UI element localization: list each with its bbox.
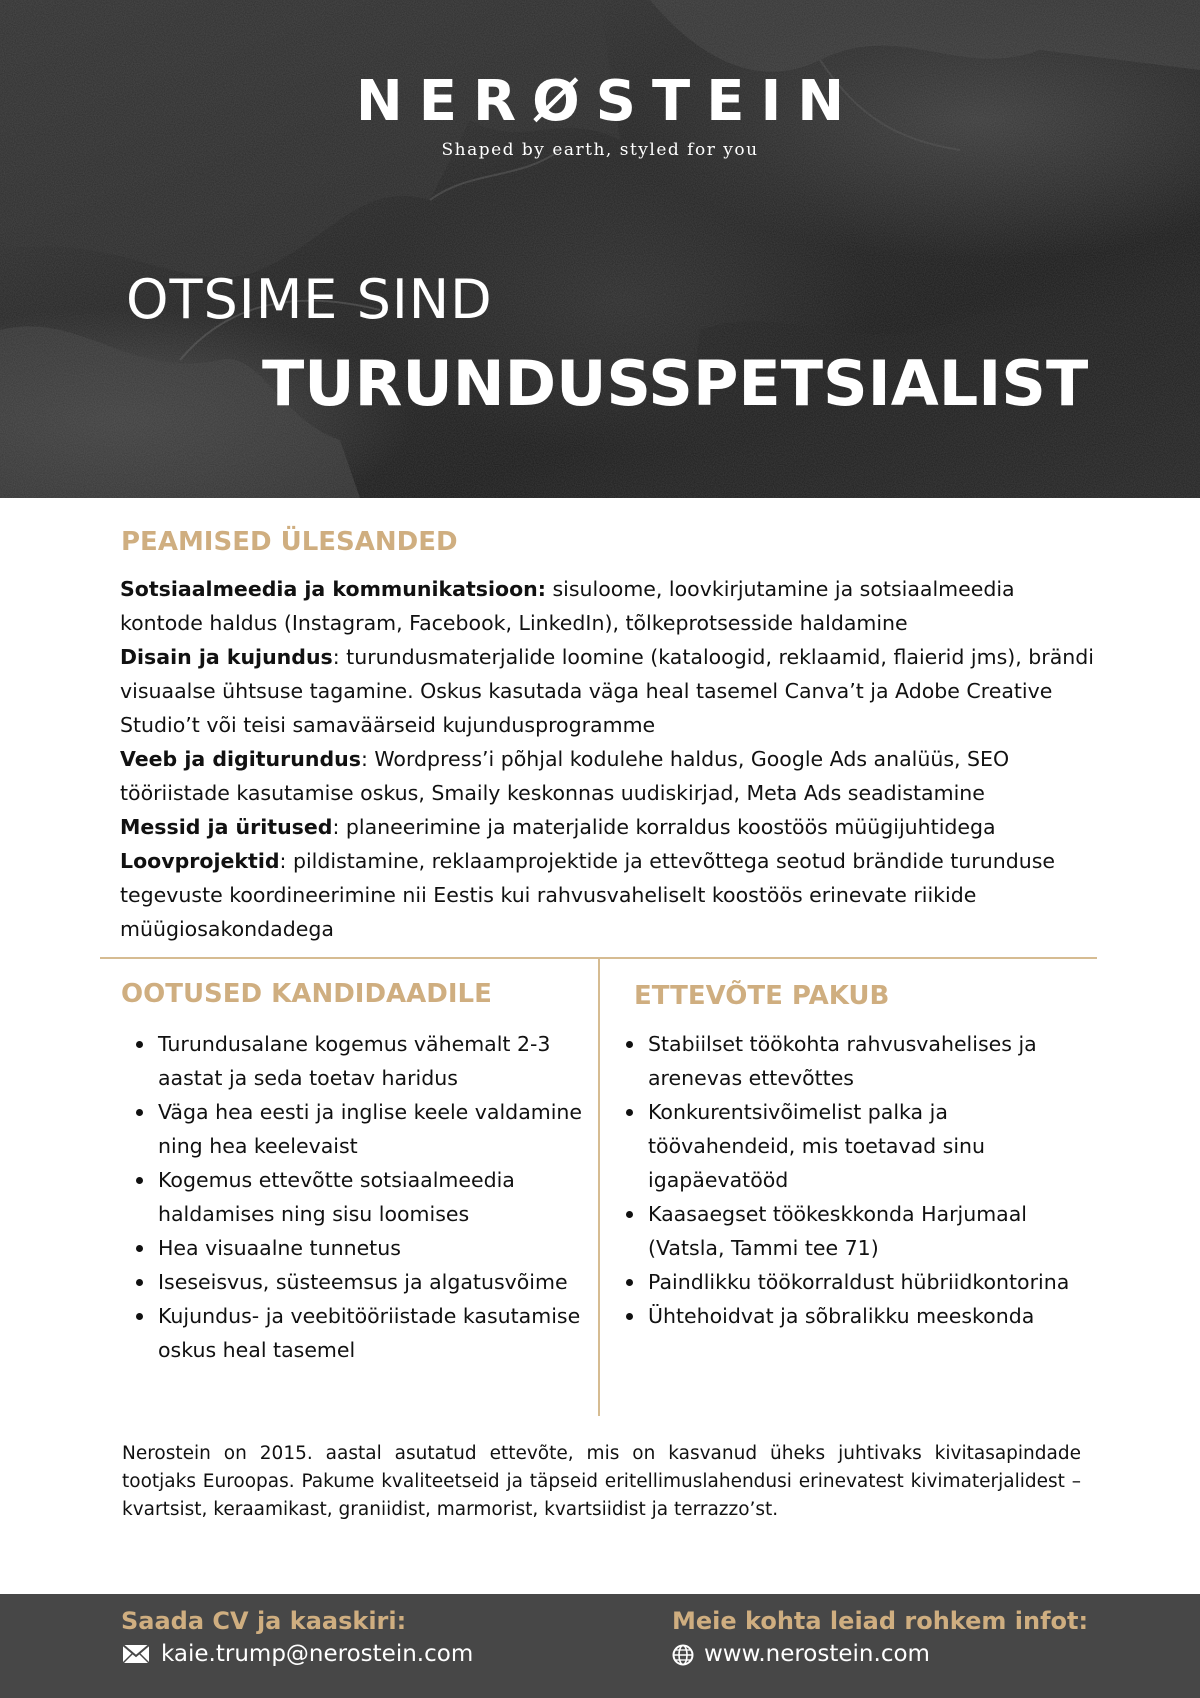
task-label: Loovprojektid [120,849,280,873]
list-item: Kujundus- ja veebitööriistade kasutamise oskus heal tasemel [120,1299,592,1367]
section-divider-vertical [598,958,600,1416]
offer-list [610,1027,1085,1333]
tasks-heading: PEAMISED ÜLESANDED [121,527,458,557]
job-title: TURUNDUSSPETSIALIST [262,347,1089,420]
email-link[interactable]: kaie.trump@nerostein.com [161,1641,474,1667]
task-label: Messid ja üritused [120,815,333,839]
brand-tagline: Shaped by earth, styled for you [441,140,759,160]
list-item: Paindlikku töökorraldust hübriidkontorina [610,1265,1085,1299]
list-item: Turundusalane kogemus vähemalt 2-3 aastat ja seda toetav haridus [120,1027,592,1095]
list-item: Kogemus ettevõtte sotsiaalmeedia haldamises ning sisu loomises [120,1163,592,1231]
info-label: Meie kohta leiad rohkem infot: [672,1607,1089,1635]
brand-logo: NERØSTEIN [355,69,861,134]
company-description: Nerostein on 2015. aastal asutatud ettevõte, mis on kasvanud üheks juhtivaks kivitasapindade tootjaks Euroopas. Pakume kvaliteetseid ja täpseid eritellimuslahendusi erinevatest kivimaterjalidest – kvartsist, keraamikast, graniidist, marmorist, kvartsiidist ja terrazzo’st. [122,1443,1081,1520]
task-item [120,844,1100,946]
list-item: Stabiilset töökohta rahvusvahelises ja arenevas ettevõttes [610,1027,1085,1095]
hero-kicker: OTSIME SIND [126,268,493,331]
task-item [120,572,1100,640]
expectations-heading: OOTUSED KANDIDAADILE [121,979,492,1009]
list-item: Hea visuaalne tunnetus [120,1231,592,1265]
envelope-icon [122,1644,150,1664]
hero-banner [0,0,1200,498]
list-item: Ühtehoidvat ja sõbralikku meeskonda [610,1299,1085,1333]
list-item: Kaasaegset töökeskkonda Harjumaal (Vatsla, Tammi tee 71) [610,1197,1085,1265]
task-text: sisuloome, loovkirjutamine ja sotsiaalmeedia kontode haldus (Instagram, Facebook, LinkedIn), tõlkeprotsesside haldamine [120,577,1015,635]
website-link[interactable]: www.nerostein.com [704,1641,930,1667]
task-text: : turundusmaterjalide loomine (kataloogid, reklaamid, flaierid jms), brändi visuaalse ühtsuse tagamine. Oskus kasutada väga heal tasemel Canva’t ja Adobe Creative Studio’t või teisi samaväärseid kujundusprogramme [120,645,1094,737]
task-item [120,640,1100,742]
footer [0,1594,1200,1698]
task-item [120,742,1100,810]
task-text: : pildistamine, reklaamprojektide ja ettevõttega seotud brändide turunduse tegevuste koordineerimine nii Eestis kui rahvusvaheliselt koostöös erinevate riikide müügiosakondadega [120,849,1055,941]
list-item: Konkurentsivõimelist palka ja töövahendeid, mis toetavad sinu igapäevatööd [610,1095,1085,1197]
task-text: : planeerimine ja materjalide korraldus koostöös müügijuhtidega [332,815,996,839]
task-item [120,810,1100,844]
list-item: Iseseisvus, süsteemsus ja algatusvõime [120,1265,592,1299]
task-text: : Wordpress’i põhjal kodulehe haldus, Google Ads analüüs, SEO tööriistade kasutamise oskus, Smaily keskonnas uudiskirjad, Meta Ads seadistamine [120,747,1010,805]
task-label: Disain ja kujundus [120,645,333,669]
globe-icon [672,1644,694,1666]
tasks-list [120,572,1100,946]
list-item: Väga hea eesti ja inglise keele valdamine ning hea keelevaist [120,1095,592,1163]
task-label: Sotsiaalmeedia ja kommunikatsioon: [120,577,546,601]
cv-label: Saada CV ja kaaskiri: [121,1607,407,1635]
offer-heading: ETTEVÕTE PAKUB [634,981,890,1011]
task-label: Veeb ja digiturundus [120,747,361,771]
expectations-list [120,1027,592,1367]
